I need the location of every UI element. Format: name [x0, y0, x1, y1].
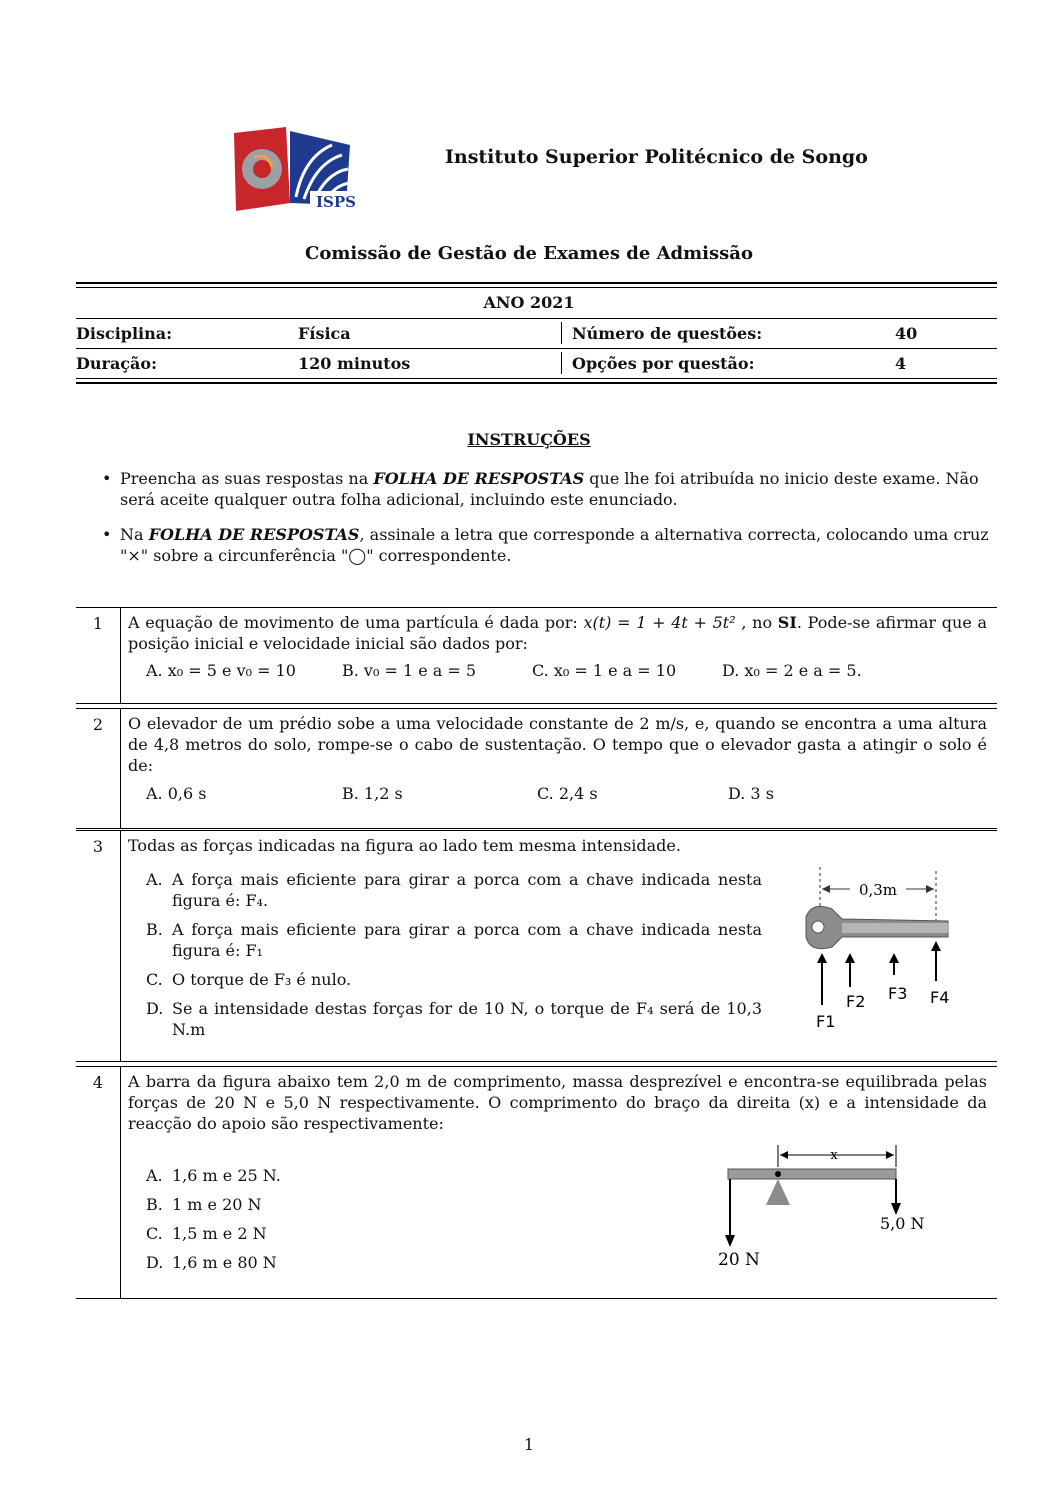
subject-label: Disciplina:	[76, 324, 173, 343]
questions-label: Número de questões:	[572, 324, 763, 343]
questions-value: 40	[895, 324, 918, 343]
instruction-item: • Preencha as suas respostas na FOLHA DE RESPOSTAS que lhe foi atribuída no inicio deste exame. Não será aceite qualquer outra folha adicional, incluindo este enunciado.	[100, 468, 990, 510]
question-number: 1	[92, 614, 104, 633]
option-a: A. 1,6 m e 25 N.	[146, 1166, 281, 1185]
option-b: B. 1 m e 20 N	[146, 1195, 262, 1214]
question-text: A barra da figura abaixo tem 2,0 m de comprimento, massa desprezível e encontra-se equilibrada pelas forças de 20 N e 5,0 N respectivamente. O comprimento do braço da direita (x) e a intensidade da reacção do apoio são respectivamente:	[128, 1072, 987, 1133]
question-text: Todas as forças indicadas na figura ao lado tem mesma intensidade.	[128, 836, 681, 855]
isps-logo	[232, 127, 362, 213]
exam-year: ANO 2021	[483, 293, 575, 312]
question-3	[76, 830, 997, 1062]
right-force-label: 5,0 N	[880, 1214, 925, 1233]
option-b: B. v₀ = 1 e a = 5	[342, 661, 477, 680]
question-4	[76, 1066, 997, 1299]
table-divider	[561, 352, 562, 374]
table-rule	[76, 282, 997, 284]
option-d: D. Se a intensidade destas forças for de 10 N, o torque de F₄ será de 10,3 N.m	[146, 999, 762, 1039]
f4-label: F4	[930, 988, 950, 1007]
question-number: 4	[92, 1073, 104, 1092]
table-rule	[76, 378, 997, 379]
option-c: C. O torque de F₃ é nulo.	[146, 970, 352, 989]
options-list	[146, 1165, 281, 1281]
option-a: A. A força mais eficiente para girar a porca com a chave indicada nesta figura é: F₄.	[146, 870, 762, 910]
duration-value: 120 minutos	[298, 354, 411, 373]
table-rule	[76, 287, 997, 288]
option-a: A. x₀ = 5 e v₀ = 10	[146, 661, 296, 680]
table-rule	[76, 318, 997, 319]
duration-label: Duração:	[76, 354, 157, 373]
x-label: x	[830, 1148, 838, 1163]
lever-figure	[716, 1143, 946, 1273]
question-number: 2	[92, 715, 104, 734]
question-text: O elevador de um prédio sobe a uma velocidade constante de 2 m/s, e, quando se encontra a uma altura de 4,8 metros do solo, rompe-se o cabo de sustentação. O tempo que o elevador gasta a atingir o solo é de:	[128, 714, 987, 775]
option-c: C. 2,4 s	[537, 784, 598, 803]
f2-label: F2	[846, 992, 866, 1011]
institution-name: Instituto Superior Politécnico de Songo	[445, 146, 868, 168]
table-rule	[76, 382, 997, 384]
option-d: D. 3 s	[728, 784, 774, 803]
option-b: B. 1,2 s	[342, 784, 403, 803]
option-c: C. x₀ = 1 e a = 10	[532, 661, 677, 680]
question-text: A equação de movimento de uma partícula é dada por: x(t) = 1 + 4t + 5t² , no SI. Pode-se afirmar que a posição inicial e velocidade inicial são dados por:	[128, 613, 988, 653]
option-b: B. A força mais eficiente para girar a porca com a chave indicada nesta figura é: F₁	[146, 920, 762, 960]
question-2	[76, 708, 997, 829]
logo-text: ISPS	[316, 193, 356, 211]
page-number: 1	[523, 1435, 535, 1454]
option-c: C. 1,5 m e 2 N	[146, 1224, 267, 1243]
f3-label: F3	[888, 984, 908, 1003]
options-label: Opções por questão:	[572, 354, 755, 373]
question-1	[76, 607, 997, 704]
option-a: A. 0,6 s	[146, 784, 207, 803]
instructions-title: INSTRUÇÕES	[467, 430, 591, 449]
commission-title: Comissão de Gestão de Exames de Admissão	[305, 243, 753, 264]
subject-value: Física	[298, 324, 351, 343]
wrench-figure	[798, 865, 958, 1035]
table-divider	[561, 322, 562, 344]
f1-label: F1	[816, 1012, 836, 1031]
option-d: D. x₀ = 2 e a = 5.	[722, 661, 862, 680]
options-value: 4	[895, 354, 907, 373]
option-d: D. 1,6 m e 80 N	[146, 1253, 277, 1272]
question-number: 3	[92, 837, 104, 856]
options-list	[146, 869, 762, 1048]
table-rule	[76, 348, 997, 349]
distance-label: 0,3m	[858, 881, 898, 899]
instructions-list	[100, 468, 990, 580]
instruction-item: • Na FOLHA DE RESPOSTAS, assinale a letra que corresponde a alternativa correcta, colocando uma cruz "×" sobre a circunferência "◯" correspondente.	[100, 524, 990, 566]
left-force-label: 20 N	[718, 1250, 760, 1270]
